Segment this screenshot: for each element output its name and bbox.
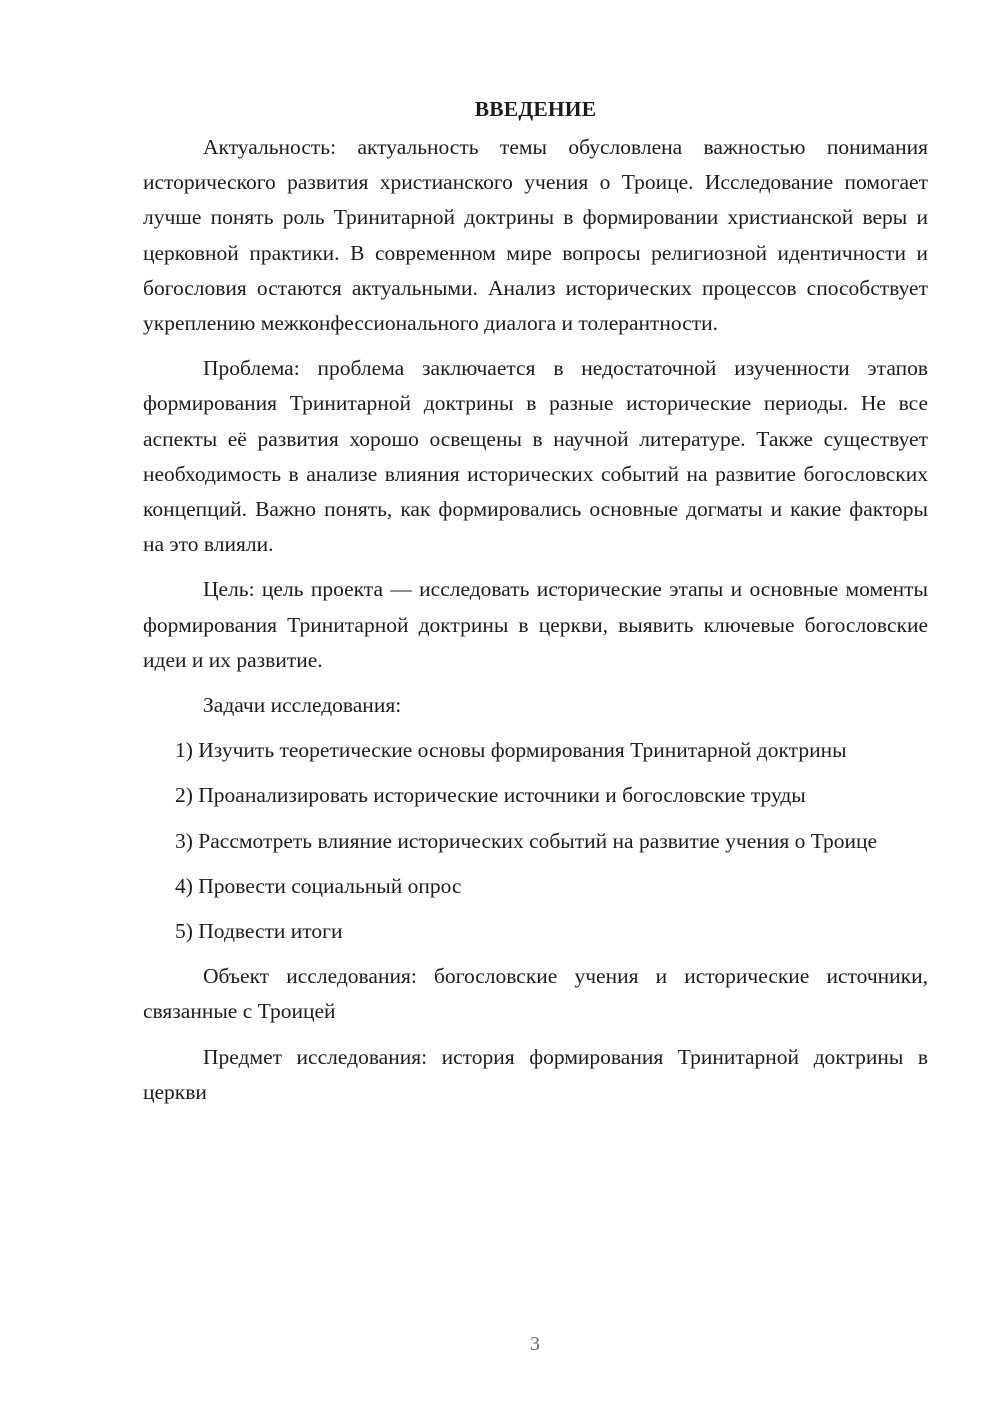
task-item-3: 3) Рассмотреть влияние исторических событий на развитие учения о Троице: [175, 828, 878, 853]
task-item-2: 2) Проанализировать исторические источники и богословские труды: [175, 783, 806, 808]
relevance-paragraph: Актуальность: актуальность темы обусловлена важностью понимания исторического развития христианского учения о Троице. Исследование помогает лучше понять роль Тринитарной доктрины в формировании христианской веры и церковной практики. В современном мире вопросы религиозной идентичности и богословия остаются актуальными. Анализ исторических процессов способствует укреплению межконфессионального диалога и толерантности.: [143, 135, 928, 336]
tasks-intro: Задачи исследования:: [203, 693, 402, 718]
problem-paragraph: Проблема: проблема заключается в недостаточной изученности этапов формирования Тринитарной доктрины в разные исторические периоды. Не все аспекты её развития хорошо освещены в научной литературе. Также существует необходимость в анализе влияния исторических событий на развитие богословских концепций. Важно понять, как формировались основные догматы и какие факторы на это влияли.: [143, 356, 928, 557]
task-item-1: 1) Изучить теоретические основы формирования Тринитарной доктрины: [175, 738, 847, 763]
page-number: 3: [530, 1333, 540, 1355]
goal-paragraph: Цель: цель проекта — исследовать исторические этапы и основные моменты формирования Тринитарной доктрины в церкви, выявить ключевые богословские идеи и их развитие.: [143, 577, 928, 672]
document-page: [143, 92, 928, 1120]
section-heading: ВВЕДЕНИЕ: [474, 97, 597, 121]
task-item-5: 5) Подвести итоги: [175, 919, 343, 944]
task-item-4: 4) Провести социальный опрос: [175, 873, 462, 898]
object-paragraph: Объект исследования: богословские учения и исторические источники, связанные с Троицей: [143, 964, 928, 1024]
subject-paragraph: Предмет исследования: история формирования Тринитарной доктрины в церкви: [143, 1044, 928, 1104]
